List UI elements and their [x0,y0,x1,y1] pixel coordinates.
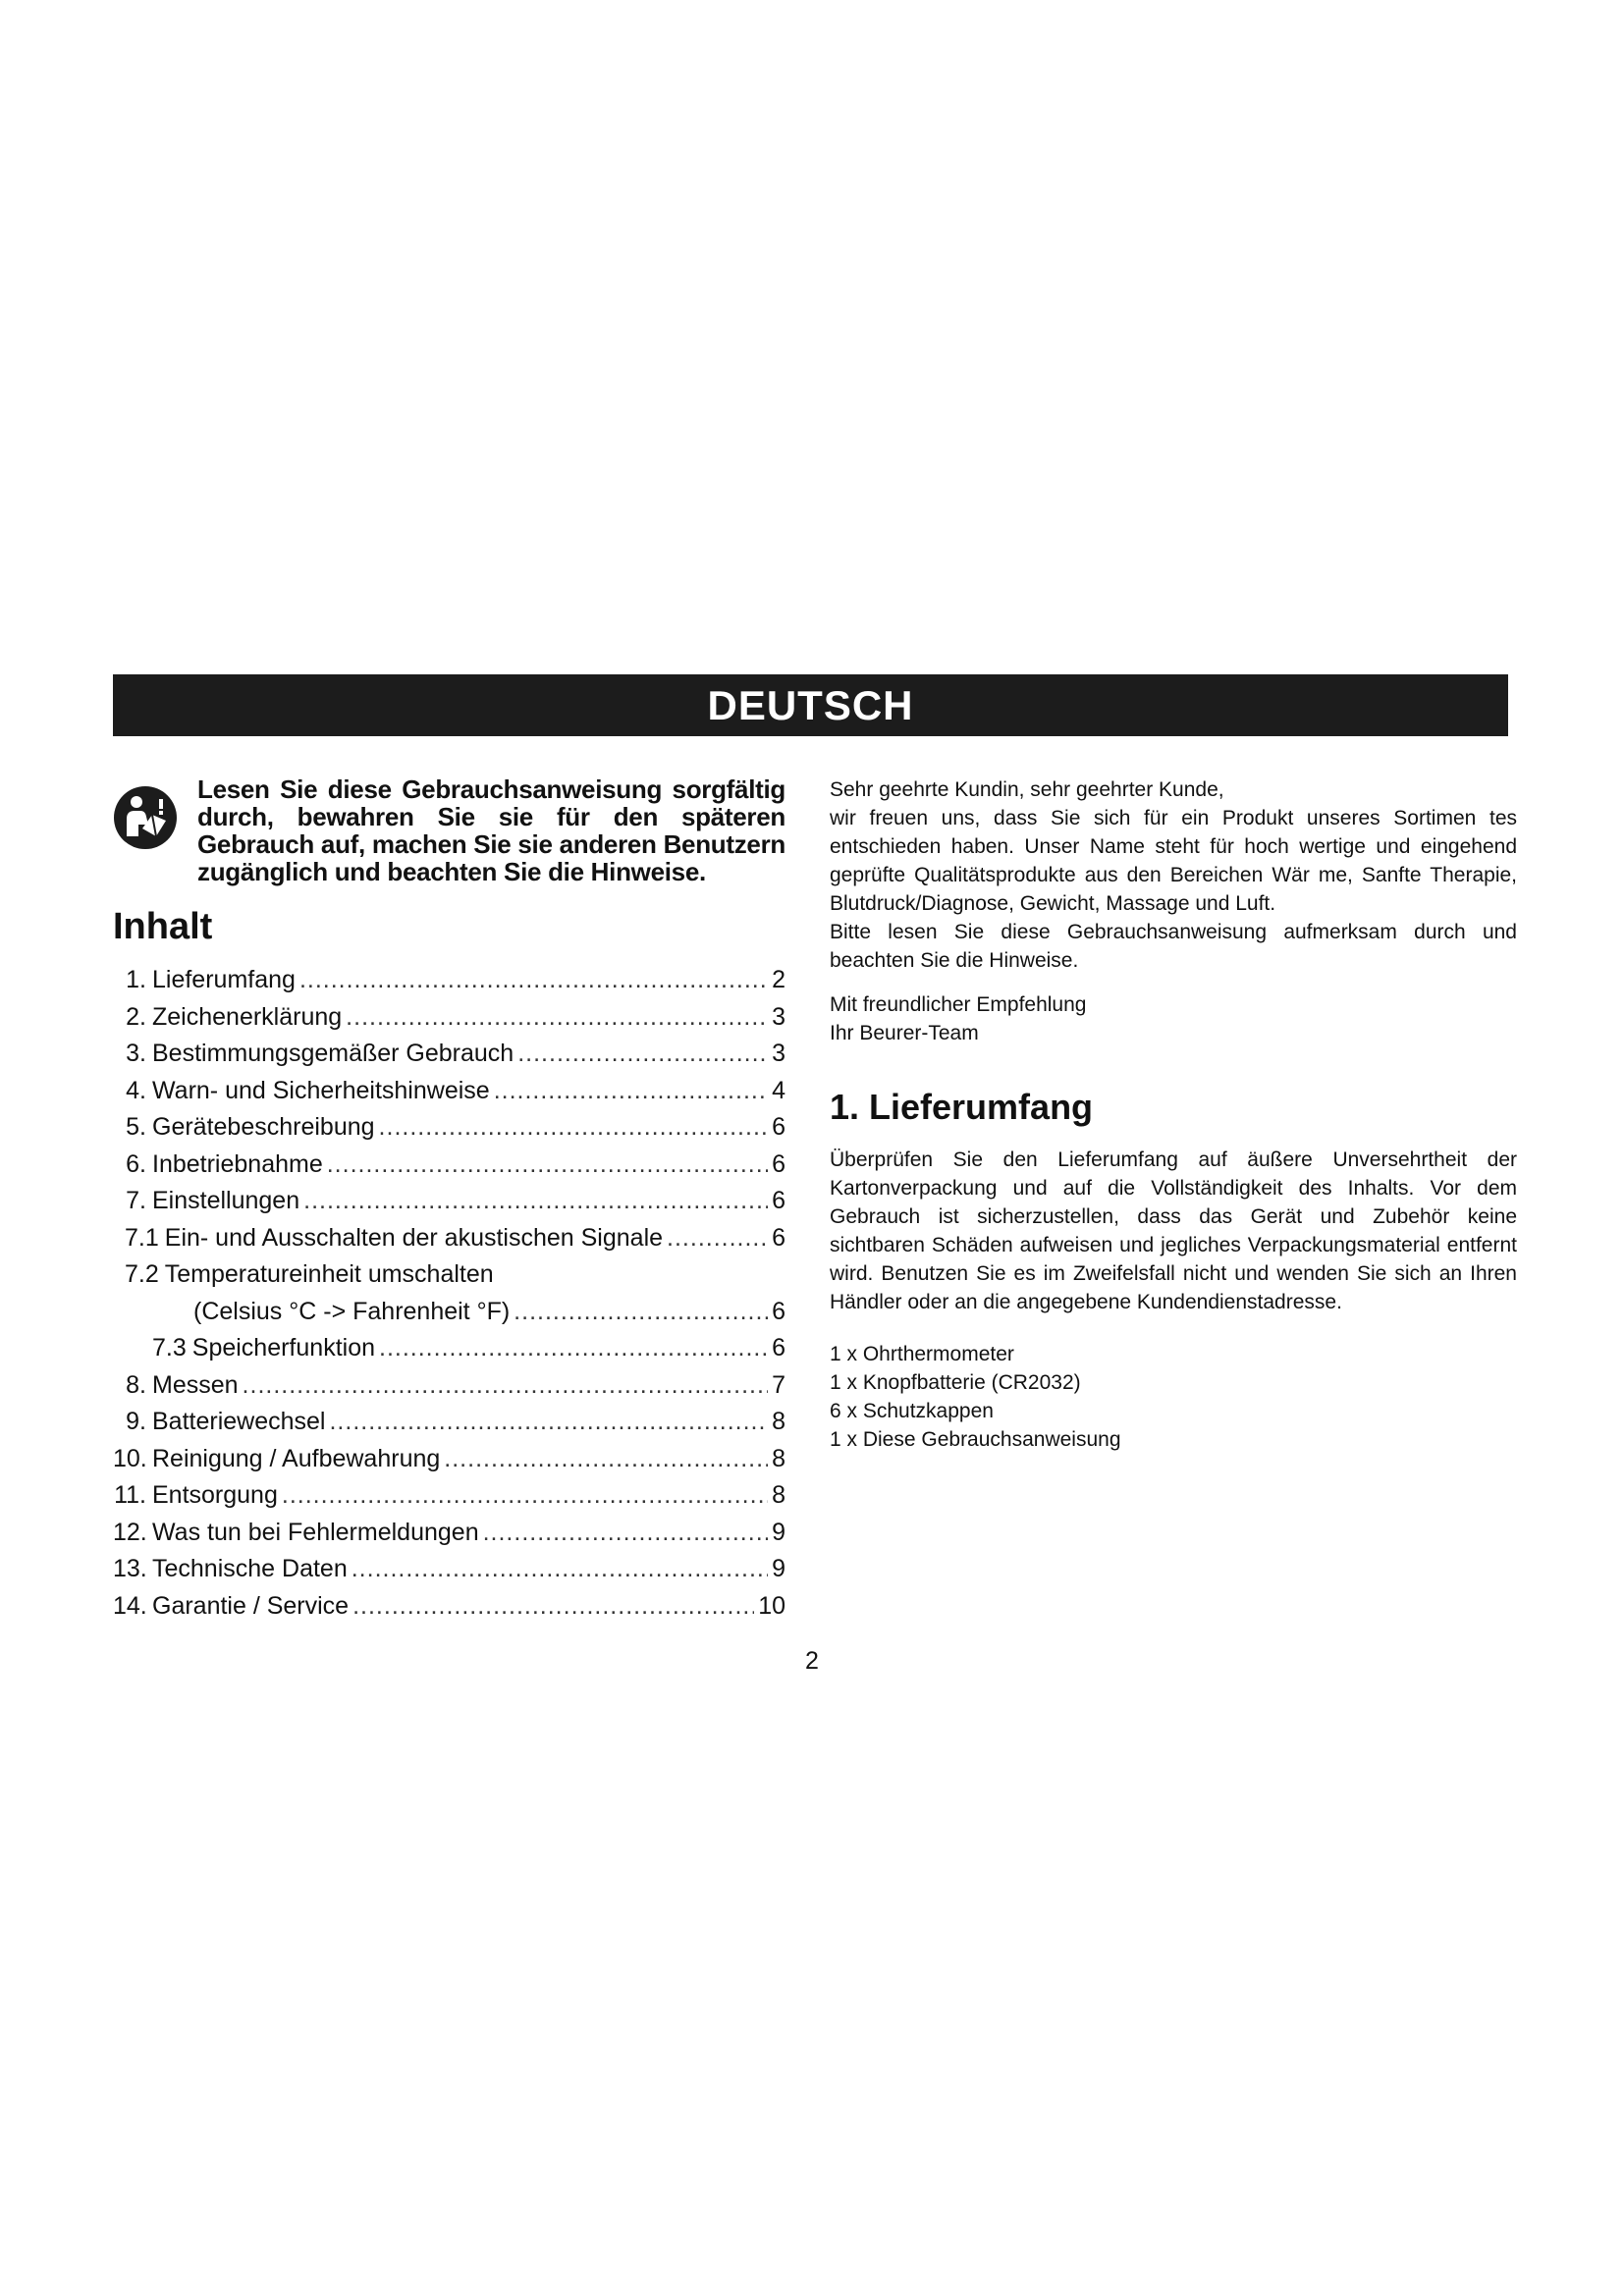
toc-number: 1. [126,966,146,993]
toc-subitem [113,1256,785,1294]
toc-page: 9 [772,1555,785,1582]
table-of-contents [113,962,785,1625]
toc-item [113,1477,785,1515]
toc-item [113,1036,785,1073]
toc-leader-dots [514,1294,768,1331]
toc-page: 6 [772,1297,785,1325]
toc-page: 8 [772,1408,785,1435]
toc-number: 7. [126,1187,146,1214]
toc-leader-dots [329,1404,768,1441]
toc-page: 3 [772,1002,785,1031]
toc-leader-dots [517,1036,768,1073]
toc-label: Reinigung / Aufbewahrung [152,1444,441,1472]
toc-number: 3. [126,1040,146,1067]
toc-item [113,1588,785,1626]
toc-label: Messen [152,1370,239,1399]
toc-label: Einstellungen [152,1187,300,1214]
banner-title: DEUTSCH [707,681,914,728]
toc-leader-dots [494,1073,768,1110]
toc-label: Entsorgung [152,1481,278,1509]
toc-label: Garantie / Service [152,1591,350,1620]
toc-leader-dots [299,962,768,999]
toc-leader-dots [483,1515,769,1552]
read-manual-icon [113,785,178,850]
toc-number: 9. [126,1408,146,1435]
notice-text: Lesen Sie diese Gebrauchsanweisung sorgfältig durch, bewahren Sie sie für den späteren Gebrauch auf, machen Sie sie anderen Benutzern zugänglich und beachten Sie die Hinweise. [197,774,785,886]
toc-leader-dots [327,1147,768,1184]
page-number: 2 [805,1647,819,1675]
toc-item [113,1441,785,1478]
section-heading: 1. Lieferumfang [830,1087,1094,1127]
toc-page: 6 [772,1223,785,1252]
list-item: 6 x Schutzkappen [830,1400,994,1422]
toc-leader-dots [444,1441,768,1478]
toc-leader-dots [303,1183,768,1220]
toc-label: Warn- und Sicherheitshinweise [152,1076,490,1104]
toc-leader-dots [379,1109,769,1147]
language-banner [113,674,1508,736]
toc-leader-dots [346,999,768,1037]
toc-label: Lieferumfang [152,966,296,993]
intro-request: Bitte lesen Sie diese Gebrauchsanweisung aufmerksam durch und beachten Sie die Hinweise. [830,921,1517,972]
toc-page: 6 [772,1113,785,1141]
toc-label: Gerätebeschreibung [152,1113,375,1141]
salutation: Sehr geehrte Kundin, sehr geehrter Kunde, [830,778,1224,801]
toc-page: 4 [772,1076,785,1104]
toc-item [113,1109,785,1147]
toc-page: 3 [772,1040,785,1067]
toc-item [113,1073,785,1110]
list-item: 1 x Diese Gebrauchsanweisung [830,1428,1121,1451]
toc-page: 9 [772,1518,785,1546]
toc-subitem-continuation [113,1294,785,1331]
toc-item [113,1147,785,1184]
toc-leader-dots [667,1220,768,1257]
toc-item [113,1367,785,1405]
list-item: 1 x Knopfbatterie (CR2032) [830,1371,1081,1394]
read-instructions-notice [113,775,785,885]
toc-page: 7 [772,1370,785,1399]
toc-subitem [113,1330,785,1367]
intro-paragraph: wir freuen uns, dass Sie sich für ein Produkt unseres Sortimen tes entschieden haben. Unser Name steht für hoch wertige und eingehend geprüfte Qualitätsprodukte aus den Bereichen Wär me, Sanfte Therapie, Blutdruck/Diagnose, Gewicht, Massage und Luft. [830,807,1517,915]
toc-number: 7.1 [125,1223,159,1252]
toc-leader-dots [352,1588,754,1626]
toc-item [113,1183,785,1220]
toc-number: 7.2 [125,1260,159,1288]
toc-number: 13. [113,1555,147,1582]
toc-item [113,1515,785,1552]
package-contents-list [830,1340,1517,1454]
toc-page: 8 [772,1444,785,1472]
toc-page: 6 [772,1334,785,1362]
toc-label: Technische Daten [152,1555,348,1582]
toc-item [113,999,785,1037]
toc-page: 8 [772,1481,785,1509]
toc-number: 10. [113,1444,147,1472]
toc-number: 11. [114,1481,146,1509]
toc-page: 6 [772,1149,785,1178]
signature-line: Ihr Beurer-Team [830,1022,979,1044]
toc-heading: Inhalt [113,906,213,947]
toc-leader-dots [379,1330,768,1367]
toc-leader-dots [282,1477,768,1515]
toc-item [113,1404,785,1441]
toc-label: Batteriewechsel [152,1408,326,1435]
toc-leader-dots [243,1367,769,1405]
toc-label: Speicherfunktion [191,1334,375,1362]
toc-number: 2. [126,1002,146,1031]
toc-number: 6. [126,1149,146,1178]
toc-number: 14. [113,1591,147,1620]
toc-number: 7.3 [152,1334,187,1362]
toc-leader-dots [352,1551,768,1588]
toc-label: Was tun bei Fehlermeldungen [152,1518,479,1546]
toc-label: Inbetriebnahme [152,1149,323,1178]
toc-page: 2 [772,966,785,993]
closing-line: Mit freundlicher Empfehlung [830,993,1087,1016]
toc-subitem [113,1220,785,1257]
toc-label: Temperatureinheit umschalten [164,1260,494,1288]
toc-number: 4. [126,1076,146,1104]
toc-page: 6 [772,1187,785,1214]
toc-number: 8. [126,1370,146,1399]
toc-item [113,1551,785,1588]
right-column [830,775,1517,1454]
left-column [113,775,785,1625]
toc-page: 10 [758,1591,785,1620]
toc-label: Ein- und Ausschalten der akustischen Signale [164,1223,664,1252]
toc-number: 5. [126,1113,146,1141]
toc-label: Bestimmungsgemäßer Gebrauch [152,1040,514,1067]
list-item: 1 x Ohrthermometer [830,1343,1014,1365]
toc-number: 12. [113,1518,147,1546]
toc-label: Zeichenerklärung [152,1002,343,1031]
section-paragraph: Überprüfen Sie den Lieferumfang auf äußere Unversehrtheit der Kartonverpackung und auf die Vollständigkeit des Inhalts. Vor dem Gebrauch ist sicherzustellen, dass das Gerät und Zubehör keine sichtbaren Schäden aufweisen und jegliches Verpackungsmaterial entfernt wird. Benutzen Sie es im Zweifelsfall nicht und wenden Sie sich an Ihren Händler oder an die angegebene Kundendienstadresse. [830,1148,1517,1313]
toc-item [113,962,785,999]
toc-label: (Celsius °C -> Fahrenheit °F) [193,1297,511,1325]
